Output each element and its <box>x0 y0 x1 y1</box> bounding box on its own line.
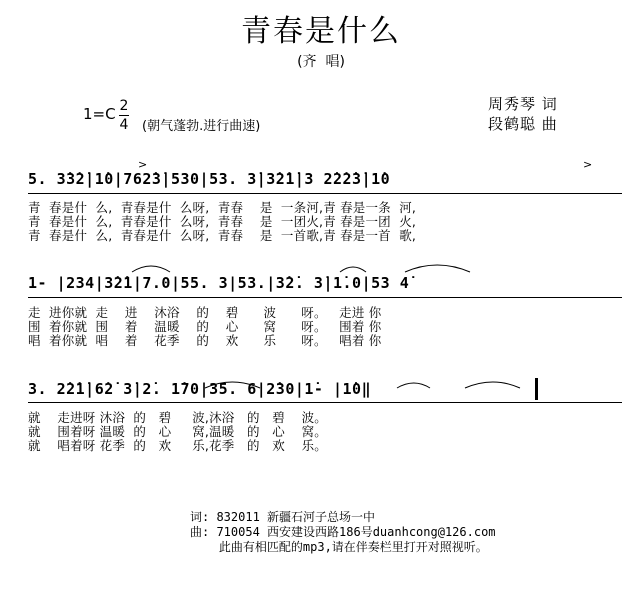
song-title: 青春是什么 <box>241 14 401 49</box>
lyric-verse-1: 走 进你就 走 进 沐浴 的 碧 波 呀。 走进 你 <box>28 305 382 320</box>
final-barline <box>535 378 538 400</box>
lyric-verse-2: 就 围着呀 温暖 的 心 窝,温暖 的 心 窝。 <box>28 424 328 439</box>
time-signature-top: 2 <box>119 98 129 114</box>
lyric-verse-2: 青 春是什 么, 青春是什 么呀, 青春 是 一团火,青 春是一团 火, <box>28 214 417 229</box>
lyric-verse-3: 就 唱着呀 花季 的 欢 乐,花季 的 欢 乐。 <box>28 438 328 453</box>
footer-note: 此曲有相匹配的mp3,请在伴奏栏里打开对照视听。 <box>190 540 488 554</box>
notation-line-1: 5. 3̇3̇2̇|1̇0|762̇3̇|530|53. 3̇|3̇2̇1̇|3 2̇2̇2̇3̇|1̇0 <box>28 170 391 188</box>
tempo-marking: (朝气蓬勃.进行曲速) <box>142 119 261 134</box>
lyric-verse-3: 青 春是什 么, 青春是什 么呀, 青春 是 一首歌,青 春是一首 歌, <box>28 228 417 243</box>
key-signature: 1=C <box>83 105 116 123</box>
accent-mark: > <box>138 158 148 171</box>
staff-line <box>28 297 622 298</box>
composer-credit: 段鹤聪 曲 <box>488 115 558 133</box>
staff-line <box>28 402 622 403</box>
footer-composer-address: 曲: 710054 西安建设西路186号duanhcong@126.com <box>190 525 496 539</box>
lyric-verse-2: 围 着你就 围 着 温暖 的 心 窝 呀。 围着 你 <box>28 319 382 334</box>
lyric-verse-1: 青 春是什 么, 青春是什 么呀, 青春 是 一条河,青 春是一条 河, <box>28 200 417 215</box>
footer-lyricist-address: 词: 832011 新疆石河子总场一中 <box>190 510 376 524</box>
accent-mark: > <box>583 158 593 171</box>
notation-line-3: 3. 2̇2̇1̇|6̇2̇ 3̇|2̇. 1̇70|35. 6|2̇30|1̇- |1̇0‖ <box>28 380 372 398</box>
notation-line-2: 1- |234|3̇2̇1|7.0|55. 3|53.|3̇2̇. 3̇|1̇.0|53 4̇ <box>28 274 410 292</box>
lyricist-credit: 周秀琴 词 <box>488 95 558 113</box>
lyric-verse-3: 唱 着你就 唱 着 花季 的 欢 乐 呀。 唱着 你 <box>28 333 382 348</box>
lyric-verse-1: 就 走进呀 沐浴 的 碧 波,沐浴 的 碧 波。 <box>28 410 328 425</box>
performance-type: (齐 唱) <box>297 54 345 70</box>
time-signature-bottom: 4 <box>119 117 129 133</box>
